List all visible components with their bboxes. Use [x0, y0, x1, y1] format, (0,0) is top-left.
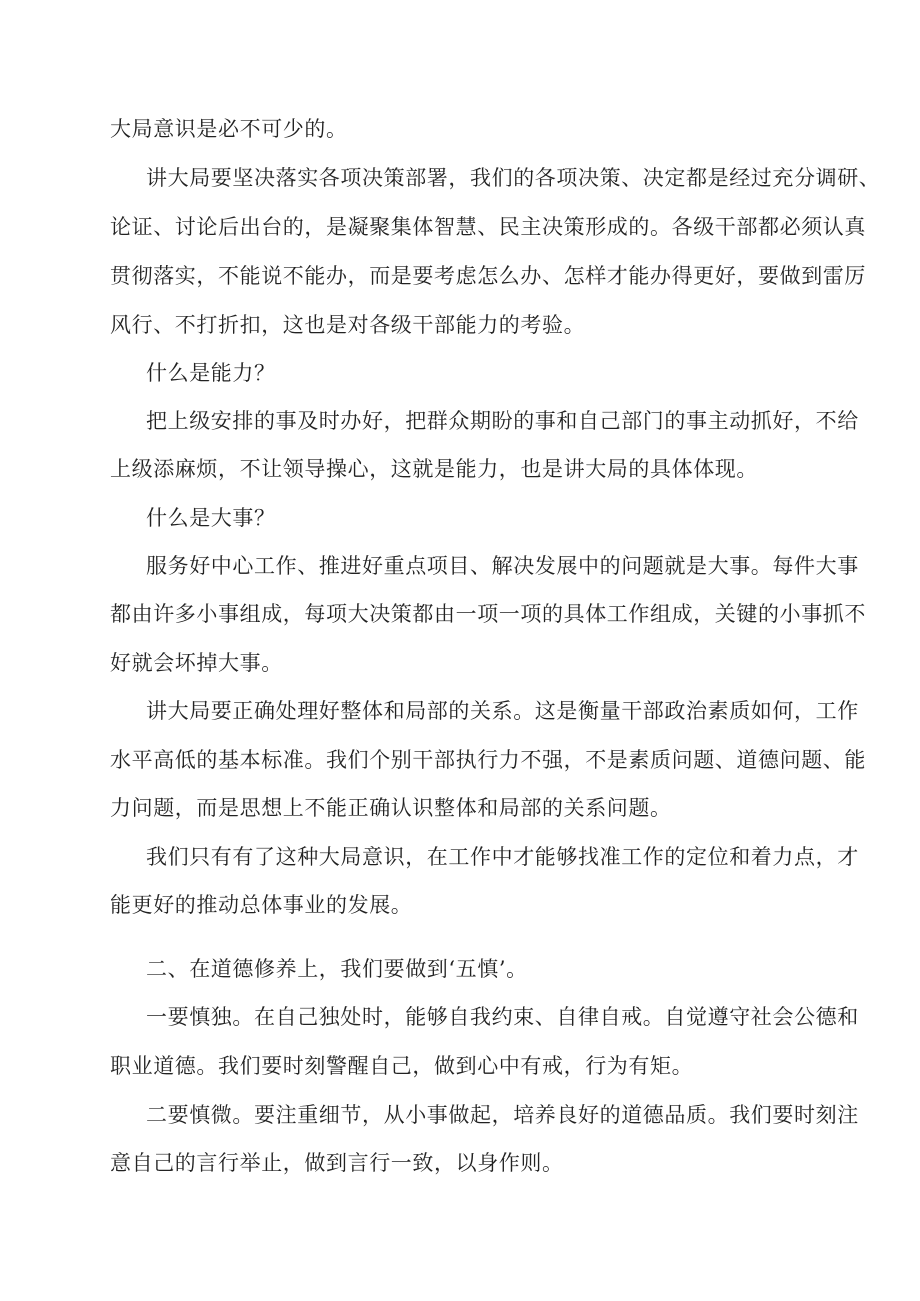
text-line: 二要慎微。要注重细节，从小事做起，培养良好的道德品质。我们要时刻注: [146, 1103, 859, 1127]
text-line: 讲大局要坚决落实各项决策部署，我们的各项决策、决定都是经过充分调研、: [146, 166, 881, 190]
text-line: 好就会坏掉大事。: [110, 651, 283, 675]
text-line: 水平高低的基本标准。我们个别干部执行力不强，不是素质问题、道德问题、能: [110, 748, 866, 772]
text-line: 上级添麻烦，不让领导操心，这就是能力，也是讲大局的具体体现。: [110, 457, 758, 481]
text-line: 一要慎独。在自己独处时，能够自我约束、自律自戒。自觉遵守社会公德和: [146, 1005, 859, 1029]
text-line: 论证、讨论后出台的，是凝聚集体智慧、民主决策形成的。各级干部都必须认真: [110, 215, 866, 239]
section-heading: 二、在道德修养上，我们要做到‘五慎’。: [146, 957, 528, 981]
text-line: 把上级安排的事及时办好，把群众期盼的事和自己部门的事主动抓好，不给: [146, 409, 859, 433]
text-line: 贯彻落实，不能说不能办，而是要考虑怎么办、怎样才能办得更好，要做到雷厉: [110, 264, 866, 288]
text-line: 都由许多小事组成，每项大决策都由一项一项的具体工作组成，关键的小事抓不: [110, 602, 866, 626]
text-line: 服务好中心工作、推进好重点项目、解决发展中的问题就是大事。每件大事: [146, 554, 859, 578]
text-line: 职业道德。我们要时刻警醒自己，做到心中有戒，行为有矩。: [110, 1054, 694, 1078]
text-line: 能更好的推动总体事业的发展。: [110, 893, 413, 917]
text-line: 讲大局要正确处理好整体和局部的关系。这是衡量干部政治素质如何，工作: [146, 699, 859, 723]
text-line: 我们只有有了这种大局意识，在工作中才能够找准工作的定位和着力点，才: [146, 845, 859, 869]
text-line: 力问题，而是思想上不能正确认识整体和局部的关系问题。: [110, 796, 672, 820]
text-line: 什么是能力？: [146, 361, 276, 385]
text-line: 什么是大事？: [146, 506, 276, 530]
text-line: 意自己的言行举止，做到言行一致，以身作则。: [110, 1151, 564, 1175]
text-line: 风行、不打折扣，这也是对各级干部能力的考验。: [110, 313, 586, 337]
text-line: 大局意识是必不可少的。: [110, 117, 348, 141]
